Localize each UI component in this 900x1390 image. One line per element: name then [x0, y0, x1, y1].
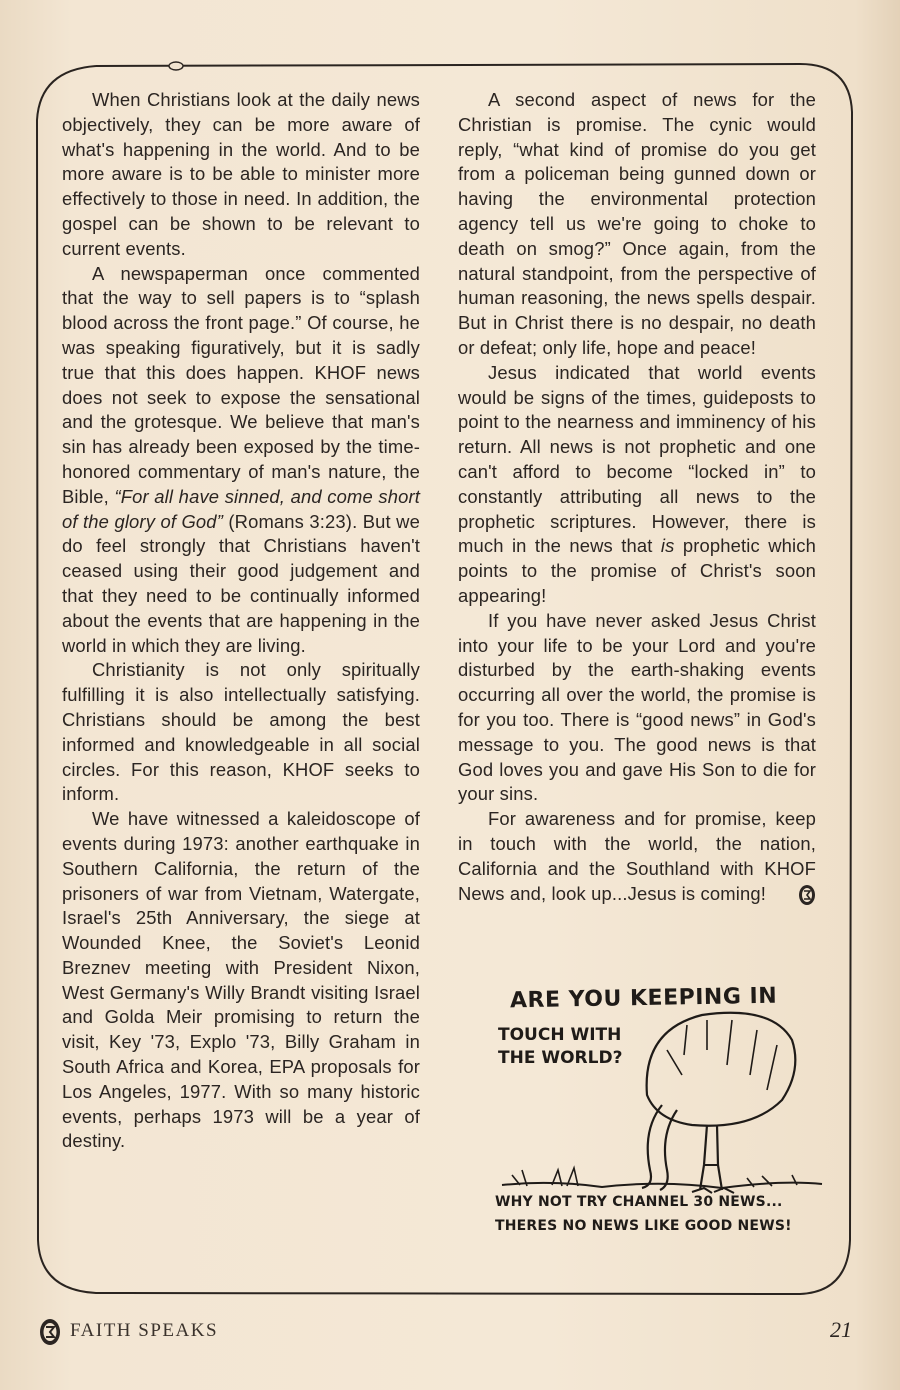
- right-paragraph-4-text: For awareness and for promise, keep in touch with the world, the nation, California and the Southland with KHOF News and, look up...Jesus is coming!: [458, 808, 816, 904]
- right-paragraph-2-text-b: prophetic which points to the promise of Christ's soon appearing!: [458, 535, 816, 606]
- left-paragraph-2: [62, 262, 420, 659]
- cartoon-headline-line-1: ARE YOU KEEPING IN: [509, 983, 778, 1014]
- publication-name: FAITH SPEAKS: [70, 1320, 219, 1341]
- cartoon-headline-line-3: THE WORLD?: [498, 1048, 623, 1068]
- left-paragraph-4: We have witnessed a kaleidoscope of events during 1973: another earthquake in Southern California, the return of the prisoners of war from Vietnam, Watergate, Israel's 25th Anniversary, the siege at Wounded Knee, the Soviet's Leonid Breznev meeting with President Nixon, West Germany's Willy Brandt visiting Israel and Golda Meir promising to return the visit, Key '73, Explo '73, Billy Graham in South Africa and Korea, EPA proposals for Los Angeles, 1977. With so many historic events, perhaps 1973 will be a year of destiny.: [62, 808, 420, 1152]
- bible-quote: “For all have sinned, and come short of the glory of God”: [62, 485, 421, 532]
- article-right-column: [458, 88, 816, 906]
- right-paragraph-2-text-a: Jesus indicated that world events would be signs of the times, guideposts to point to the nearness and imminency of his return. All news is not prophetic and one can't afford to become “locked in” to constantly attributing all news to the prophetic scriptures. However, there is much in the news that: [458, 361, 816, 557]
- right-paragraph-1: A second aspect of news for the Christian is promise. The cynic would reply, “what kind of promise do you get from a policeman being gunned down or having the environmental protection agency tell us we're going to choke to death on smog?” Once again, from the natural standpoint, from the perspective of human reasoning, the news spells despair. But in Christ there is no despair, no death or defeat; only life, hope and peace!: [458, 89, 816, 358]
- page-number: 21: [830, 1317, 852, 1342]
- left-paragraph-2-text-b: (Romans 3:23). But we do feel strongly that Christians haven't ceased using their good judgement and that they need to be continually informed about the events that are happening in the world in which they are living.: [62, 510, 420, 656]
- cartoon-headline-line-2: TOUCH WITH: [498, 1025, 622, 1045]
- article-left-column: [62, 88, 420, 1154]
- publication-logo-icon: [38, 1318, 62, 1346]
- end-mark-logo-icon: [798, 884, 816, 906]
- right-paragraph-4: [458, 807, 816, 906]
- right-paragraph-2-italic: is: [660, 535, 675, 557]
- right-paragraph-2: [458, 361, 816, 609]
- cartoon-caption-line-2: THERES NO NEWS LIKE GOOD NEWS!: [495, 1218, 792, 1234]
- right-paragraph-3: If you have never asked Jesus Christ into your life to be your Lord and you're disturbed by the earth-shaking events occurring all over the world, the promise is for you too. There is “good news” in God's message to you. The good news is that God loves you and gave His Son to die for your sins.: [458, 609, 816, 805]
- left-paragraph-3: Christianity is not only spiritually fulfilling it is also intellectually satisfying. Christians should be among the best informed and knowledgeable in all social circles. For this reason, KHOF seeks to inform.: [62, 659, 420, 805]
- cartoon-caption-line-1: WHY NOT TRY CHANNEL 30 NEWS...: [495, 1194, 783, 1210]
- left-paragraph-1: When Christians look at the daily news objectively, they can be more aware of what's happening in the world. And to be more aware is to be able to minister more effectively to those in need. In addition, the gospel can be shown to be relevant to current events.: [62, 89, 420, 259]
- left-paragraph-2-text-a: A newspaperman once commented that the way to sell papers is to “splash blood across the front page.” Of course, he was speaking figuratively, but it is sadly true that this does happen. KHOF news does not seek to expose the sensational and the grotesque. We believe that man's sin has already been exposed by the time-honored commentary of man's nature, the Bible,: [62, 262, 420, 507]
